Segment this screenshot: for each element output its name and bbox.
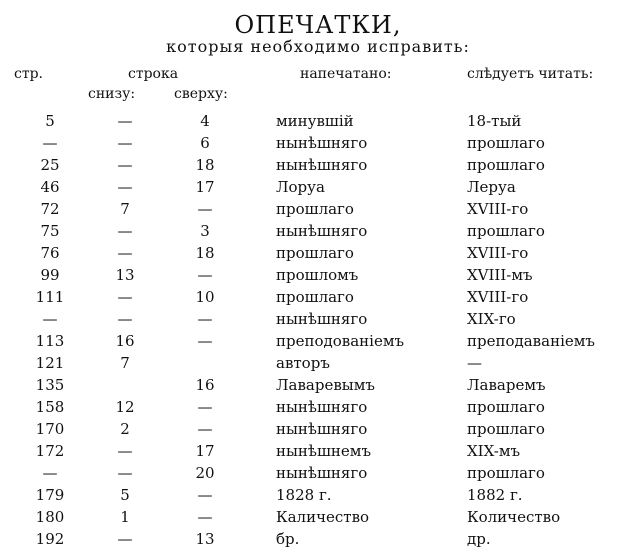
row-printed-text: Лаваревымъ xyxy=(276,376,375,394)
row-line-from-top: 13 xyxy=(195,530,215,548)
row-correct-text: прошлаго xyxy=(467,156,545,174)
row-line-from-bottom: — xyxy=(117,464,133,482)
table-row xyxy=(0,396,636,418)
row-page-number: 192 xyxy=(35,530,65,548)
row-line-from-bottom: 12 xyxy=(115,398,135,416)
row-printed-text: нынѣшняго xyxy=(276,222,368,240)
table-row xyxy=(0,110,636,132)
row-line-from-bottom: 13 xyxy=(115,266,135,284)
header-page: стр. xyxy=(14,66,43,82)
header-line: строка xyxy=(128,66,179,82)
row-printed-text: 1828 г. xyxy=(276,486,332,504)
row-page-number: 25 xyxy=(40,156,60,174)
row-line-from-top: — xyxy=(197,486,213,504)
table-row xyxy=(0,286,636,308)
table-row xyxy=(0,330,636,352)
row-line-from-top: — xyxy=(197,200,213,218)
row-line-from-bottom: — xyxy=(117,112,133,130)
row-line-from-top: — xyxy=(197,508,213,526)
row-line-from-top: 18 xyxy=(195,156,215,174)
row-correct-text: 1882 г. xyxy=(467,486,523,504)
row-printed-text: Лоруа xyxy=(276,178,325,196)
page-title: ОПЕЧАТКИ, xyxy=(234,11,402,39)
row-line-from-bottom: — xyxy=(117,178,133,196)
row-line-from-top: 3 xyxy=(200,222,210,240)
row-page-number: 113 xyxy=(35,332,65,350)
header-from-top: сверху: xyxy=(174,86,228,102)
row-page-number: 99 xyxy=(40,266,60,284)
row-correct-text: прошлаго xyxy=(467,134,545,152)
row-page-number: 170 xyxy=(35,420,65,438)
row-printed-text: нынѣшнемъ xyxy=(276,442,372,460)
row-printed-text: авторъ xyxy=(276,354,330,372)
row-printed-text: нынѣшняго xyxy=(276,134,368,152)
row-correct-text: прошлаго xyxy=(467,420,545,438)
row-page-number: 75 xyxy=(40,222,60,240)
table-row xyxy=(0,462,636,484)
row-printed-text: прошлаго xyxy=(276,288,354,306)
row-printed-text: нынѣшняго xyxy=(276,156,368,174)
row-line-from-bottom: — xyxy=(117,156,133,174)
row-correct-text: XVIII-го xyxy=(467,200,529,218)
table-row xyxy=(0,242,636,264)
table-row xyxy=(0,132,636,154)
row-page-number: 179 xyxy=(35,486,65,504)
row-correct-text: XVIII-го xyxy=(467,244,529,262)
row-printed-text: прошлаго xyxy=(276,200,354,218)
errata-table xyxy=(0,110,636,550)
row-printed-text: нынѣшняго xyxy=(276,310,368,328)
row-line-from-bottom: 2 xyxy=(120,420,130,438)
row-correct-text: XVIII-го xyxy=(467,288,529,306)
row-correct-text: Количество xyxy=(467,508,561,526)
row-line-from-top: 17 xyxy=(195,442,215,460)
row-page-number: 135 xyxy=(35,376,65,394)
row-line-from-top: 4 xyxy=(200,112,210,130)
row-line-from-top: 18 xyxy=(195,244,215,262)
row-page-number: — xyxy=(42,464,58,482)
row-line-from-bottom: — xyxy=(117,442,133,460)
row-page-number: — xyxy=(42,310,58,328)
row-line-from-top: 17 xyxy=(195,178,215,196)
row-page-number: 76 xyxy=(40,244,60,262)
row-correct-text: Лаваремъ xyxy=(467,376,546,394)
row-line-from-bottom: — xyxy=(117,222,133,240)
table-row xyxy=(0,176,636,198)
row-page-number: 172 xyxy=(35,442,65,460)
row-page-number: 121 xyxy=(35,354,65,372)
row-printed-text: прошломъ xyxy=(276,266,359,284)
row-line-from-bottom: 1 xyxy=(120,508,130,526)
table-row xyxy=(0,264,636,286)
table-row xyxy=(0,154,636,176)
row-correct-text: др. xyxy=(467,530,491,548)
row-line-from-bottom: 7 xyxy=(120,200,130,218)
table-row xyxy=(0,374,636,396)
row-printed-text: нынѣшняго xyxy=(276,398,368,416)
row-line-from-top: — xyxy=(197,332,213,350)
row-page-number: 5 xyxy=(45,112,55,130)
row-line-from-bottom: — xyxy=(117,244,133,262)
row-correct-text: Леруа xyxy=(467,178,516,196)
row-correct-text: прошлаго xyxy=(467,398,545,416)
row-line-from-bottom: — xyxy=(117,288,133,306)
table-row xyxy=(0,220,636,242)
row-page-number: 111 xyxy=(35,288,65,306)
table-row xyxy=(0,440,636,462)
row-correct-text: — xyxy=(467,354,482,372)
header-from-bottom: снизу: xyxy=(88,86,136,102)
row-correct-text: 18-тый xyxy=(467,112,522,130)
header-printed: напечатано: xyxy=(300,66,392,82)
table-row xyxy=(0,418,636,440)
page-subtitle: которыя необходимо исправить: xyxy=(166,37,470,56)
row-page-number: — xyxy=(42,134,58,152)
row-printed-text: нынѣшняго xyxy=(276,464,368,482)
row-line-from-top: 6 xyxy=(200,134,210,152)
row-correct-text: XVIII-мъ xyxy=(467,266,533,284)
row-correct-text: XIX-го xyxy=(467,310,516,328)
row-line-from-bottom: — xyxy=(117,310,133,328)
row-line-from-bottom: 16 xyxy=(115,332,135,350)
row-printed-text: бр. xyxy=(276,530,300,548)
row-correct-text: прошлаго xyxy=(467,222,545,240)
row-page-number: 180 xyxy=(35,508,65,526)
row-line-from-top: 16 xyxy=(195,376,215,394)
row-line-from-bottom: — xyxy=(117,530,133,548)
row-page-number: 158 xyxy=(35,398,65,416)
row-correct-text: преподаваніемъ xyxy=(467,332,595,350)
table-row xyxy=(0,528,636,550)
row-line-from-top: — xyxy=(197,398,213,416)
table-row xyxy=(0,308,636,330)
row-line-from-top: — xyxy=(197,310,213,328)
row-page-number: 72 xyxy=(40,200,60,218)
table-row xyxy=(0,484,636,506)
table-row xyxy=(0,352,636,374)
row-page-number: 46 xyxy=(40,178,60,196)
row-printed-text: преподованіемъ xyxy=(276,332,405,350)
table-row xyxy=(0,506,636,528)
row-correct-text: XIX-мъ xyxy=(467,442,521,460)
header-read: слѣдуетъ читать: xyxy=(467,66,594,82)
row-line-from-top: 10 xyxy=(195,288,215,306)
row-printed-text: Каличество xyxy=(276,508,370,526)
row-line-from-top: 20 xyxy=(195,464,215,482)
row-line-from-bottom: 5 xyxy=(120,486,130,504)
table-row xyxy=(0,198,636,220)
row-line-from-top: — xyxy=(197,266,213,284)
row-printed-text: минувшій xyxy=(276,112,354,130)
row-line-from-bottom: — xyxy=(117,134,133,152)
row-line-from-top: — xyxy=(197,420,213,438)
row-line-from-bottom: 7 xyxy=(120,354,130,372)
row-correct-text: прошлаго xyxy=(467,464,545,482)
row-printed-text: нынѣшняго xyxy=(276,420,368,438)
row-printed-text: прошлаго xyxy=(276,244,354,262)
